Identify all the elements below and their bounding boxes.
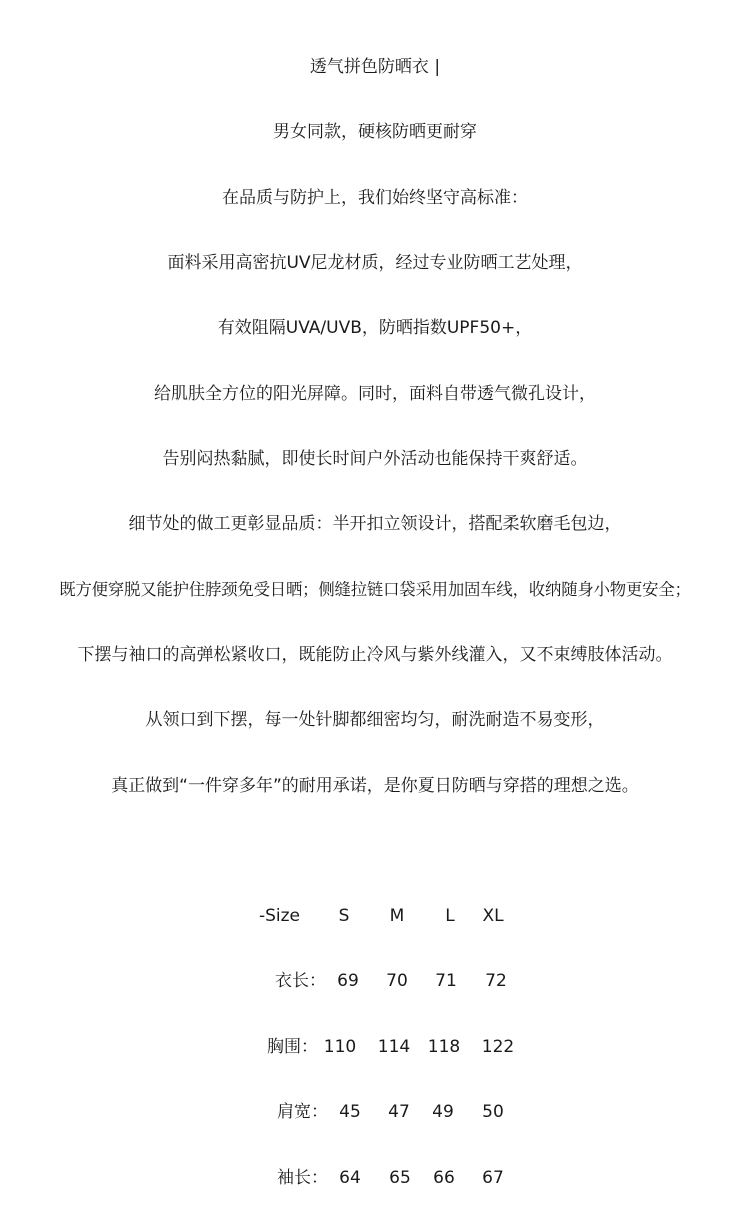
size-header-l: L <box>445 906 455 926</box>
size-row-sleeve <box>0 1160 750 1225</box>
size-value-m: 65 <box>389 1167 411 1188</box>
description-line: 给肌肤全方位的阳光屏障。同时，面料自带透气微孔设计， <box>154 383 596 404</box>
size-value-xl: 72 <box>485 971 507 992</box>
size-chart <box>0 898 750 1225</box>
description-title: 透气拼色防晒衣 | <box>309 57 441 77</box>
size-value-l: 66 <box>433 1167 455 1188</box>
size-value-l: 118 <box>427 1036 461 1057</box>
description-line: 真正做到“一件穿多年”的耐用承诺，是你夏日防晒与穿搭的理想之选。 <box>111 775 639 796</box>
description-line: 告别闷热黏腻，即使长时间户外活动也能保持干爽舒适。 <box>162 448 588 469</box>
size-value-m: 70 <box>386 971 408 992</box>
size-row-label: 肩宽： <box>277 1102 328 1123</box>
size-row-chest <box>0 1029 750 1094</box>
size-header-xl: XL <box>482 906 504 926</box>
description-line: 有效阻隔UVA/UVB，防晒指数UPF50+， <box>217 318 533 339</box>
description-line: 既方便穿脱又能护住脖颈免受日晒；侧缝拉链口袋采用加固车线，收纳随身小物更安全； <box>59 579 691 599</box>
description-subtitle: 男女同款，硬核防晒更耐穿 <box>273 122 477 143</box>
description-line: 细节处的做工更彰显品质：半开扣立领设计，搭配柔软磨毛包边， <box>128 514 622 535</box>
size-value-s: 110 <box>323 1036 357 1057</box>
size-value-xl: 67 <box>482 1167 504 1188</box>
size-row-length <box>0 963 750 1028</box>
description-line: 面料采用高密抗UV尼龙材质，经过专业防晒工艺处理， <box>167 252 583 273</box>
size-header-row <box>0 898 750 963</box>
size-value-s: 69 <box>337 971 359 992</box>
size-header-m: M <box>389 906 405 926</box>
size-value-xl: 122 <box>481 1036 515 1057</box>
size-value-m: 114 <box>377 1036 411 1057</box>
description-line: 从领口到下摆，每一处针脚都细密均匀，耐洗耐造不易变形， <box>145 710 605 731</box>
size-value-l: 49 <box>432 1102 454 1123</box>
size-value-m: 47 <box>388 1102 410 1123</box>
size-row-label: 衣长： <box>275 971 326 992</box>
size-row-shoulder <box>0 1094 750 1159</box>
description-line: 下摆与袖口的高弹松紧收口，既能防止冷风与紫外线灌入，又不束缚肢体活动。 <box>77 644 673 665</box>
size-header-label: -Size <box>258 906 300 926</box>
size-value-s: 64 <box>339 1167 361 1188</box>
size-row-label: 袖长： <box>277 1167 328 1188</box>
description-line: 在品质与防护上，我们始终坚守高标准： <box>222 187 528 208</box>
product-description <box>0 49 750 833</box>
size-value-s: 45 <box>339 1102 361 1123</box>
size-value-xl: 50 <box>482 1102 504 1123</box>
size-value-l: 71 <box>435 971 457 992</box>
size-row-label: 胸围： <box>267 1036 318 1057</box>
size-header-s: S <box>338 906 350 926</box>
